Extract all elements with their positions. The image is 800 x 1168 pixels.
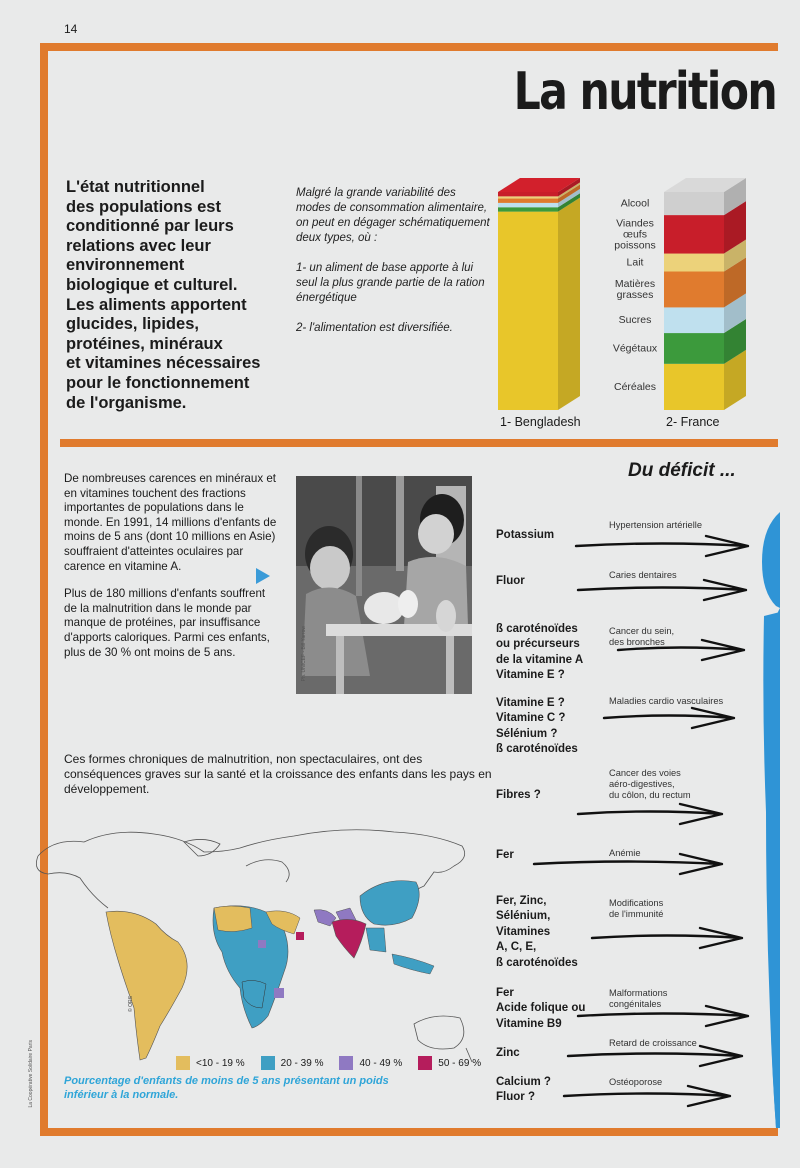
deficit-effect: Retard de croissance: [609, 1038, 697, 1048]
diet-composition-chart: [490, 140, 780, 430]
intro-line: biologique et culturel.: [66, 275, 238, 294]
deficit-effect: Ostéoporose: [609, 1077, 663, 1087]
deficit-title: Du déficit ...: [628, 460, 736, 481]
world-map: [14, 812, 480, 1074]
deficit-nutrient: Fluor: [496, 575, 525, 587]
deficit-effect: Anémie: [609, 848, 641, 858]
intro-line: glucides, lipides,: [66, 315, 199, 334]
bar-segment-0-3: [498, 199, 558, 203]
deficit-nutrient: Potassium: [496, 529, 555, 541]
map-caption: Pourcentage d'enfants de moins de 5 ans présentant un poids inférieur à la normale.: [64, 1075, 389, 1101]
legend-label: 20 - 39 %: [280, 1057, 324, 1069]
deficit-nutrient: Fibres ?: [496, 789, 541, 801]
segment-label: Sucres: [618, 314, 652, 327]
deficit-effect: Maladies cardio vasculaires: [609, 696, 724, 706]
page-number: 14: [64, 22, 78, 36]
bar-segment-0-6: [498, 212, 558, 410]
bar-segment-1-0: [664, 192, 724, 215]
segment-label: Matières grasses: [614, 277, 656, 301]
children-photo-illustration: [296, 476, 472, 694]
legend-item: [261, 1056, 324, 1070]
deficit-effect: Modifications de l'immunité: [609, 898, 664, 920]
vitamin-a-paragraph: De nombreuses carences en minéraux et en vitamines touchent des fractions importantes de populations dans le monde. En 1991, 14 millions d'enfants de moins de 5 ans (dont 10 millions en Asie) souffraient d'atteintes oculaires par carence en vitamine A.: [64, 472, 277, 573]
bar-category-label: 1- Bengladesh: [500, 415, 581, 429]
intro-line: Les aliments apportent: [66, 295, 247, 314]
children-photo: [296, 476, 472, 694]
consumption-types-text: [296, 186, 491, 351]
side-credit: La Coopérative Solidaire Paris: [28, 1040, 34, 1108]
legend-label: <10 - 19 %: [196, 1057, 245, 1069]
deficit-nutrient: Zinc: [496, 1047, 520, 1059]
intro-line: de l'organisme.: [66, 393, 187, 412]
page-title: La nutrition: [513, 62, 776, 122]
intro-line: relations avec leur: [66, 236, 211, 255]
deficit-nutrient: ß caroténoïdes ou précurseurs de la vitamine A Vitamine E ?: [496, 623, 584, 682]
legend-item: [418, 1056, 481, 1070]
deficit-nutrient: Fer Acide folique ou Vitamine B9: [496, 987, 586, 1030]
intro-line: des populations est: [66, 197, 221, 216]
bar-segment-1-2: [664, 254, 724, 272]
intro-line: conditionné par leurs: [66, 217, 234, 236]
deficit-effect: Caries dentaires: [609, 570, 677, 580]
bar-segment-1-5: [664, 333, 724, 364]
bottom-border: [40, 1128, 778, 1136]
deficit-nutrient: Vitamine E ? Vitamine C ? Sélénium ? ß caroténoïdes: [496, 697, 578, 756]
bar-segment-1-3: [664, 272, 724, 308]
legend-swatch: [261, 1056, 275, 1070]
human-silhouette-icon: [736, 512, 780, 1128]
deficit-nutrient: Fer, Zinc, Sélénium, Vitamines A, C, E, ß caroténoïdes: [496, 895, 578, 969]
malnutrition-paragraph: Plus de 180 millions d'enfants souffrent de la malnutrition dans le monde par manque de protéines, par insuffisance d'apports caloriques. Parmi ces enfants, plus de 30 % ont moins de 5 ans.: [64, 587, 270, 659]
consumption-intro: Malgré la grande variabilité des modes de consommation alimentaire, on peut en dégager schématiquement deux types, où :: [296, 187, 490, 244]
intro-line: et vitamines nécessaires: [66, 354, 261, 373]
segment-label: Céréales: [613, 380, 657, 393]
intro-line: pour le fonctionnement: [66, 373, 250, 392]
bar-segment-0-2: [498, 196, 558, 198]
bar-segment-0-1: [498, 192, 558, 196]
top-border: [40, 43, 778, 51]
legend-swatch: [418, 1056, 432, 1070]
bar-side-0-6: [558, 198, 580, 410]
bar-segment-1-1: [664, 215, 724, 253]
bar-segment-0-5: [498, 207, 558, 211]
segment-label: Viandes œufs poissons: [614, 217, 656, 252]
type-two-description: 2- l'alimentation est diversifiée.: [296, 322, 453, 334]
deficit-nutrient: Calcium ? Fluor ?: [496, 1076, 551, 1104]
legend-item: [176, 1056, 245, 1070]
bar-segment-1-4: [664, 307, 724, 333]
map-legend: [176, 1056, 481, 1070]
consequences-text: Ces formes chroniques de malnutrition, non spectaculaires, ont des conséquences graves sur la santé et la croissance des enfants dans les pays en développement.: [64, 752, 492, 796]
map-credit: © ORS: [128, 996, 134, 1012]
bar-category-label: 2- France: [666, 415, 720, 429]
legend-label: 40 - 49 %: [359, 1057, 403, 1069]
intro-line: L'état nutritionnel: [66, 178, 205, 196]
legend-swatch: [176, 1056, 190, 1070]
bar-segment-0-4: [498, 203, 558, 207]
legend-label: 50 - 69 %: [438, 1057, 482, 1069]
legend-swatch: [339, 1056, 353, 1070]
type-one-description: 1- un aliment de base apporte à lui seul la plus grande partie de la ration énergétique: [296, 262, 485, 304]
intro-line: protéines, minéraux: [66, 334, 223, 353]
intro-line: environnement: [66, 256, 185, 275]
pointer-triangle-icon: [256, 568, 270, 584]
deficit-effect: Hypertension artérielle: [609, 520, 703, 530]
deficit-effect: Cancer du sein, des bronches: [609, 626, 675, 648]
legend-item: [339, 1056, 402, 1070]
segment-label: Lait: [626, 256, 644, 269]
deficit-effect: Malformations congénitales: [609, 988, 668, 1010]
intro-text: [66, 178, 286, 413]
deficiency-text: [64, 472, 279, 673]
segment-label: Alcool: [620, 197, 650, 210]
deficit-effect: Cancer des voies aéro-digestives, du côlon, du rectum: [609, 768, 691, 801]
segment-label: Végétaux: [612, 342, 658, 355]
deficit-nutrient: Fer: [496, 849, 514, 861]
bar-segment-1-6: [664, 364, 724, 410]
photo-credit: Ph. UNICEF - Bill Yarrow: [301, 626, 307, 682]
middle-divider: [60, 439, 778, 447]
